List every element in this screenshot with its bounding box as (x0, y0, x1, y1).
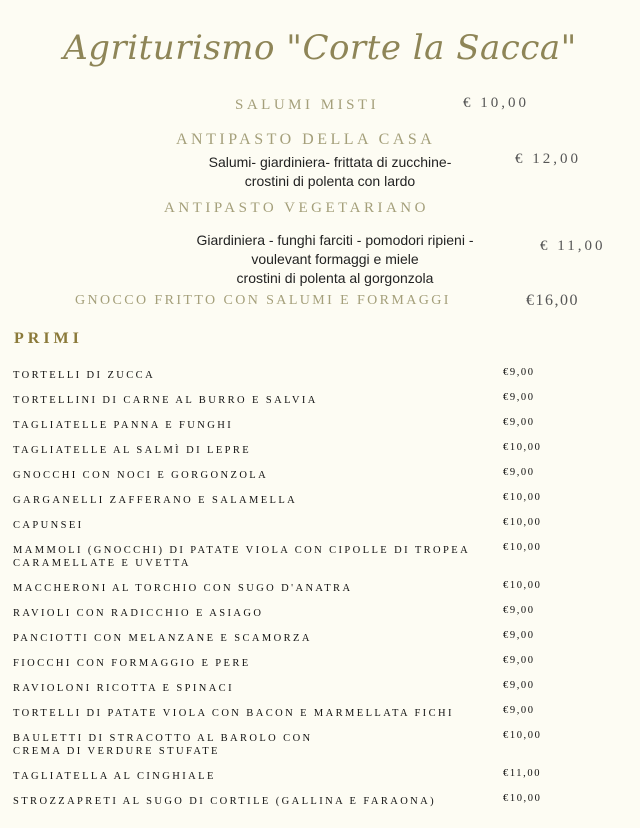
dish-price: €10,00 (503, 542, 542, 553)
primi-heading: PRIMI (14, 330, 83, 347)
antipasto-name: ANTIPASTO VEGETARIANO (164, 200, 429, 216)
antipasto-price: € 12,00 (515, 151, 581, 167)
dish-name: TORTELLINI DI CARNE AL BURRO E SALVIA (13, 395, 318, 406)
dish-price: €9,00 (503, 392, 535, 403)
antipasto-price: € 11,00 (540, 238, 606, 254)
dish-name: PANCIOTTI CON MELANZANE E SCAMORZA (13, 633, 312, 644)
dish-price: €9,00 (503, 605, 535, 616)
dish-price: €9,00 (503, 705, 535, 716)
dish-name: TORTELLI DI ZUCCA (13, 370, 156, 381)
dish-name: TAGLIATELLE AL SALMÌ DI LEPRE (13, 445, 252, 456)
dish-price: €10,00 (503, 442, 542, 453)
dish-price: €10,00 (503, 492, 542, 503)
dish-price: €10,00 (503, 793, 542, 804)
dish-name: MACCHERONI AL TORCHIO CON SUGO D'ANATRA (13, 583, 353, 594)
dish-name: GARGANELLI ZAFFERANO E SALAMELLA (13, 495, 298, 506)
dish-price: €11,00 (503, 768, 542, 779)
dish-price: €9,00 (503, 367, 535, 378)
dish-price: €10,00 (503, 580, 542, 591)
antipasto-name: SALUMI MISTI (235, 97, 380, 113)
antipasto-price: €16,00 (526, 292, 579, 309)
dish-name: TAGLIATELLA AL CINGHIALE (13, 771, 216, 782)
dish-name: CAPUNSEI (13, 520, 84, 531)
dish-name: RAVIOLONI RICOTTA E SPINACI (13, 683, 234, 694)
dish-name: GNOCCHI CON NOCI E GORGONZOLA (13, 470, 269, 481)
dish-name: FIOCCHI CON FORMAGGIO E PERE (13, 658, 251, 669)
dish-price: €9,00 (503, 467, 535, 478)
dish-price: €9,00 (503, 680, 535, 691)
antipasto-description: Salumi- giardiniera- frittata di zucchine- crostini di polenta con lardo (208, 154, 452, 189)
antipasto-name: ANTIPASTO DELLA CASA (176, 131, 436, 148)
antipasto-price: € 10,00 (463, 95, 529, 111)
dish-name: MAMMOLI (GNOCCHI) DI PATATE VIOLA CON CIPOLLE DI TROPEA CARAMELLATE E UVETTA (13, 545, 471, 569)
dish-price: €9,00 (503, 417, 535, 428)
dish-price: €10,00 (503, 517, 542, 528)
dish-name: BAULETTI DI STRACOTTO AL BAROLO CON CREMA DI VERDURE STUFATE (13, 733, 313, 757)
dish-price: €9,00 (503, 655, 535, 666)
dish-name: TAGLIATELLE PANNA E FUNGHI (13, 420, 234, 431)
restaurant-title: Agriturismo "Corte la Sacca" (63, 28, 577, 68)
dish-name: STROZZAPRETI AL SUGO DI CORTILE (GALLINA E FARAONA) (13, 796, 437, 807)
dish-price: €10,00 (503, 730, 542, 741)
dish-name: RAVIOLI CON RADICCHIO E ASIAGO (13, 608, 264, 619)
antipasto-name: GNOCCO FRITTO CON SALUMI E FORMAGGI (75, 293, 451, 308)
dish-name: TORTELLI DI PATATE VIOLA CON BACON E MARMELLATA FICHI (13, 708, 454, 719)
antipasto-description: Giardiniera - funghi farciti - pomodori ripieni - voulevant formaggi e miele crostini di polenta al gorgonzola (196, 232, 474, 286)
dish-price: €9,00 (503, 630, 535, 641)
